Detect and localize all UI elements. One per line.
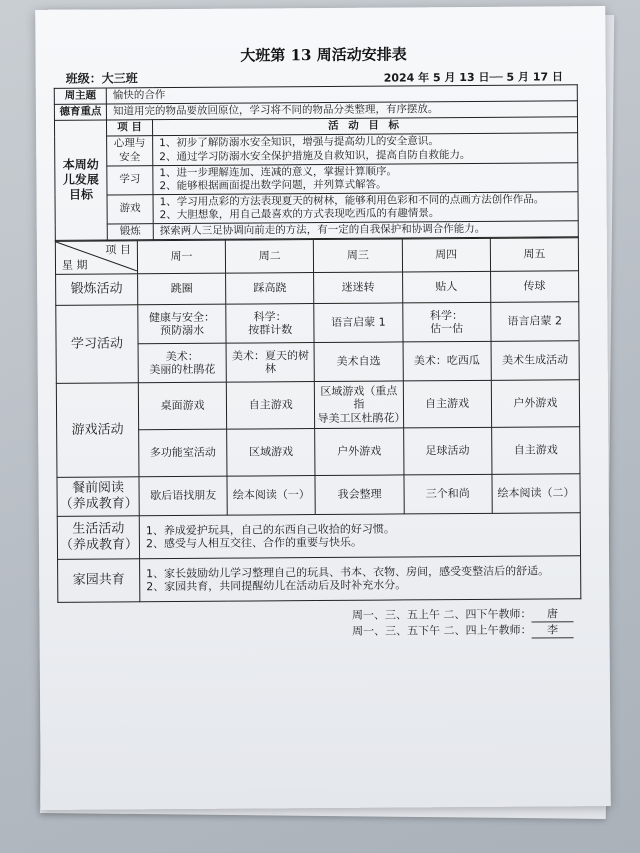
goal-row-label: 心理与安全	[107, 136, 153, 166]
corner-top: 项 目	[105, 243, 131, 257]
game-cell: 自主游戏	[227, 382, 316, 430]
exercise-cell: 跳圈	[138, 273, 226, 305]
game-cell: 自主游戏	[403, 381, 492, 429]
date-range: 2024 年 5 月 13 日── 5 月 17 日	[383, 70, 563, 85]
exercise-cell: 贴人	[402, 272, 490, 304]
study-cell: 语言启蒙 1	[314, 303, 402, 343]
exercise-cell: 踩高跷	[226, 273, 314, 305]
home-label: 家园共育	[58, 559, 140, 603]
game-cell: 自主游戏	[491, 427, 580, 475]
exercise-cell: 迷迷转	[314, 272, 402, 304]
study-cell: 美术： 美丽的杜鹃花	[138, 343, 226, 383]
teacher-name: 李	[531, 622, 573, 639]
goal-line: 1、学习用点彩的方法表现夏天的树林，能够利用色彩和不同的点画方法创作作品。	[159, 193, 545, 209]
corner-bottom: 星 期	[61, 258, 88, 272]
document-sheet	[35, 6, 611, 810]
study-cell: 科学： 估一估	[402, 303, 490, 343]
game-cell: 多功能室活动	[139, 429, 228, 477]
goals-table	[54, 84, 579, 241]
game-label: 游戏活动	[56, 383, 139, 478]
goal-header: 活 动 目 标	[152, 117, 577, 136]
study-cell: 科学： 按群计数	[226, 304, 314, 344]
goal-row-label: 游戏	[107, 195, 153, 225]
schedule-table	[55, 237, 582, 603]
study-cell: 健康与安全： 预防溺水	[138, 304, 226, 344]
reading-cell: 歇后语找朋友	[139, 476, 227, 516]
goal-row-label: 学习	[107, 165, 153, 195]
teacher-name: 唐	[531, 606, 573, 623]
exercise-cell: 传球	[490, 271, 578, 303]
study-cell: 美术：夏天的树林	[226, 343, 314, 383]
reading-cell: 绘本阅读（二）	[492, 474, 581, 514]
goal-line: 2、能够根据画面提出数学问题，并列算式解答。	[159, 178, 387, 192]
exercise-label: 锻炼活动	[56, 274, 138, 306]
game-cell: 桌面游戏	[138, 382, 227, 430]
theme-value: 愉快的合作	[106, 85, 577, 104]
home-line: 1、家长鼓励幼儿学习整理自己的玩具、书本、衣物、房间，感受变整洁后的舒适。	[146, 563, 550, 580]
day-header: 周一	[137, 240, 225, 274]
moral-value: 知道用完的物品要放回原位，学习将不同的物品分类整理，有序摆放。	[106, 101, 577, 120]
game-cell: 区域游戏	[227, 429, 316, 477]
game-cell: 户外游戏	[315, 428, 404, 476]
corner-cell	[55, 241, 137, 275]
theme-label: 周主题	[54, 88, 106, 104]
item-header: 项 目	[106, 120, 152, 136]
goal-line: 探索两人三足协调向前走的方法，有一定的自我保护和协调合作能力。	[159, 222, 486, 238]
study-cell: 美术自选	[314, 342, 402, 382]
goal-line: 2、通过学习防溺水安全保护措施及自救知识，提高自防自救能力。	[159, 148, 471, 163]
game-cell: 户外游戏	[491, 380, 580, 428]
day-header: 周三	[314, 239, 402, 273]
dev-goals-label: 本周幼儿发展目标	[54, 120, 107, 240]
moral-label: 德育重点	[54, 104, 106, 120]
game-cell: 区域游戏（重点指 导美工区杜鹃花）	[315, 381, 404, 429]
life-line: 1、养成爱护玩具，自己的东西自己收拾的好习惯。	[145, 522, 395, 537]
reading-cell: 我会整理	[315, 475, 403, 515]
goal-line: 1、初步了解防溺水安全知识，增强与提高幼儿的安全意识。	[159, 135, 439, 150]
goal-row-label: 锻炼	[107, 224, 153, 240]
home-line: 2、家园共育，共同提醒幼儿在活动后及时补充水分。	[146, 578, 407, 594]
reading-cell: 三个和尚	[404, 475, 492, 515]
signature-text: 周一、三、五上午 二、四下午教师：	[351, 607, 532, 623]
study-cell: 美术：吃西瓜	[403, 342, 491, 382]
signature-block	[57, 605, 581, 641]
life-line: 2、感受与人相互交往、合作的重要与快乐。	[145, 535, 362, 551]
life-label: 生活活动 （养成教育）	[57, 516, 139, 560]
day-header: 周五	[490, 238, 578, 272]
signature-text: 周一、三、五下午 二、四上午教师：	[352, 623, 532, 639]
reading-label: 餐前阅读 （养成教育）	[57, 477, 139, 517]
study-cell: 美术生成活动	[491, 341, 580, 381]
day-header: 周二	[226, 240, 314, 274]
study-label: 学习活动	[56, 305, 139, 384]
goal-line: 2、大胆想象，用自己最喜欢的方式表现吃西瓜的有趣情景。	[159, 207, 440, 222]
study-cell: 语言启蒙 2	[491, 302, 580, 342]
day-header: 周四	[402, 239, 490, 273]
document-title: 大班第 13 周活动安排表	[240, 45, 407, 65]
class-label: 班级：大三班	[65, 71, 138, 86]
goal-line: 1、进一步理解连加、连减的意义，掌握计算顺序。	[159, 165, 398, 179]
reading-cell: 绘本阅读（一）	[227, 476, 315, 516]
game-cell: 足球活动	[403, 428, 492, 476]
